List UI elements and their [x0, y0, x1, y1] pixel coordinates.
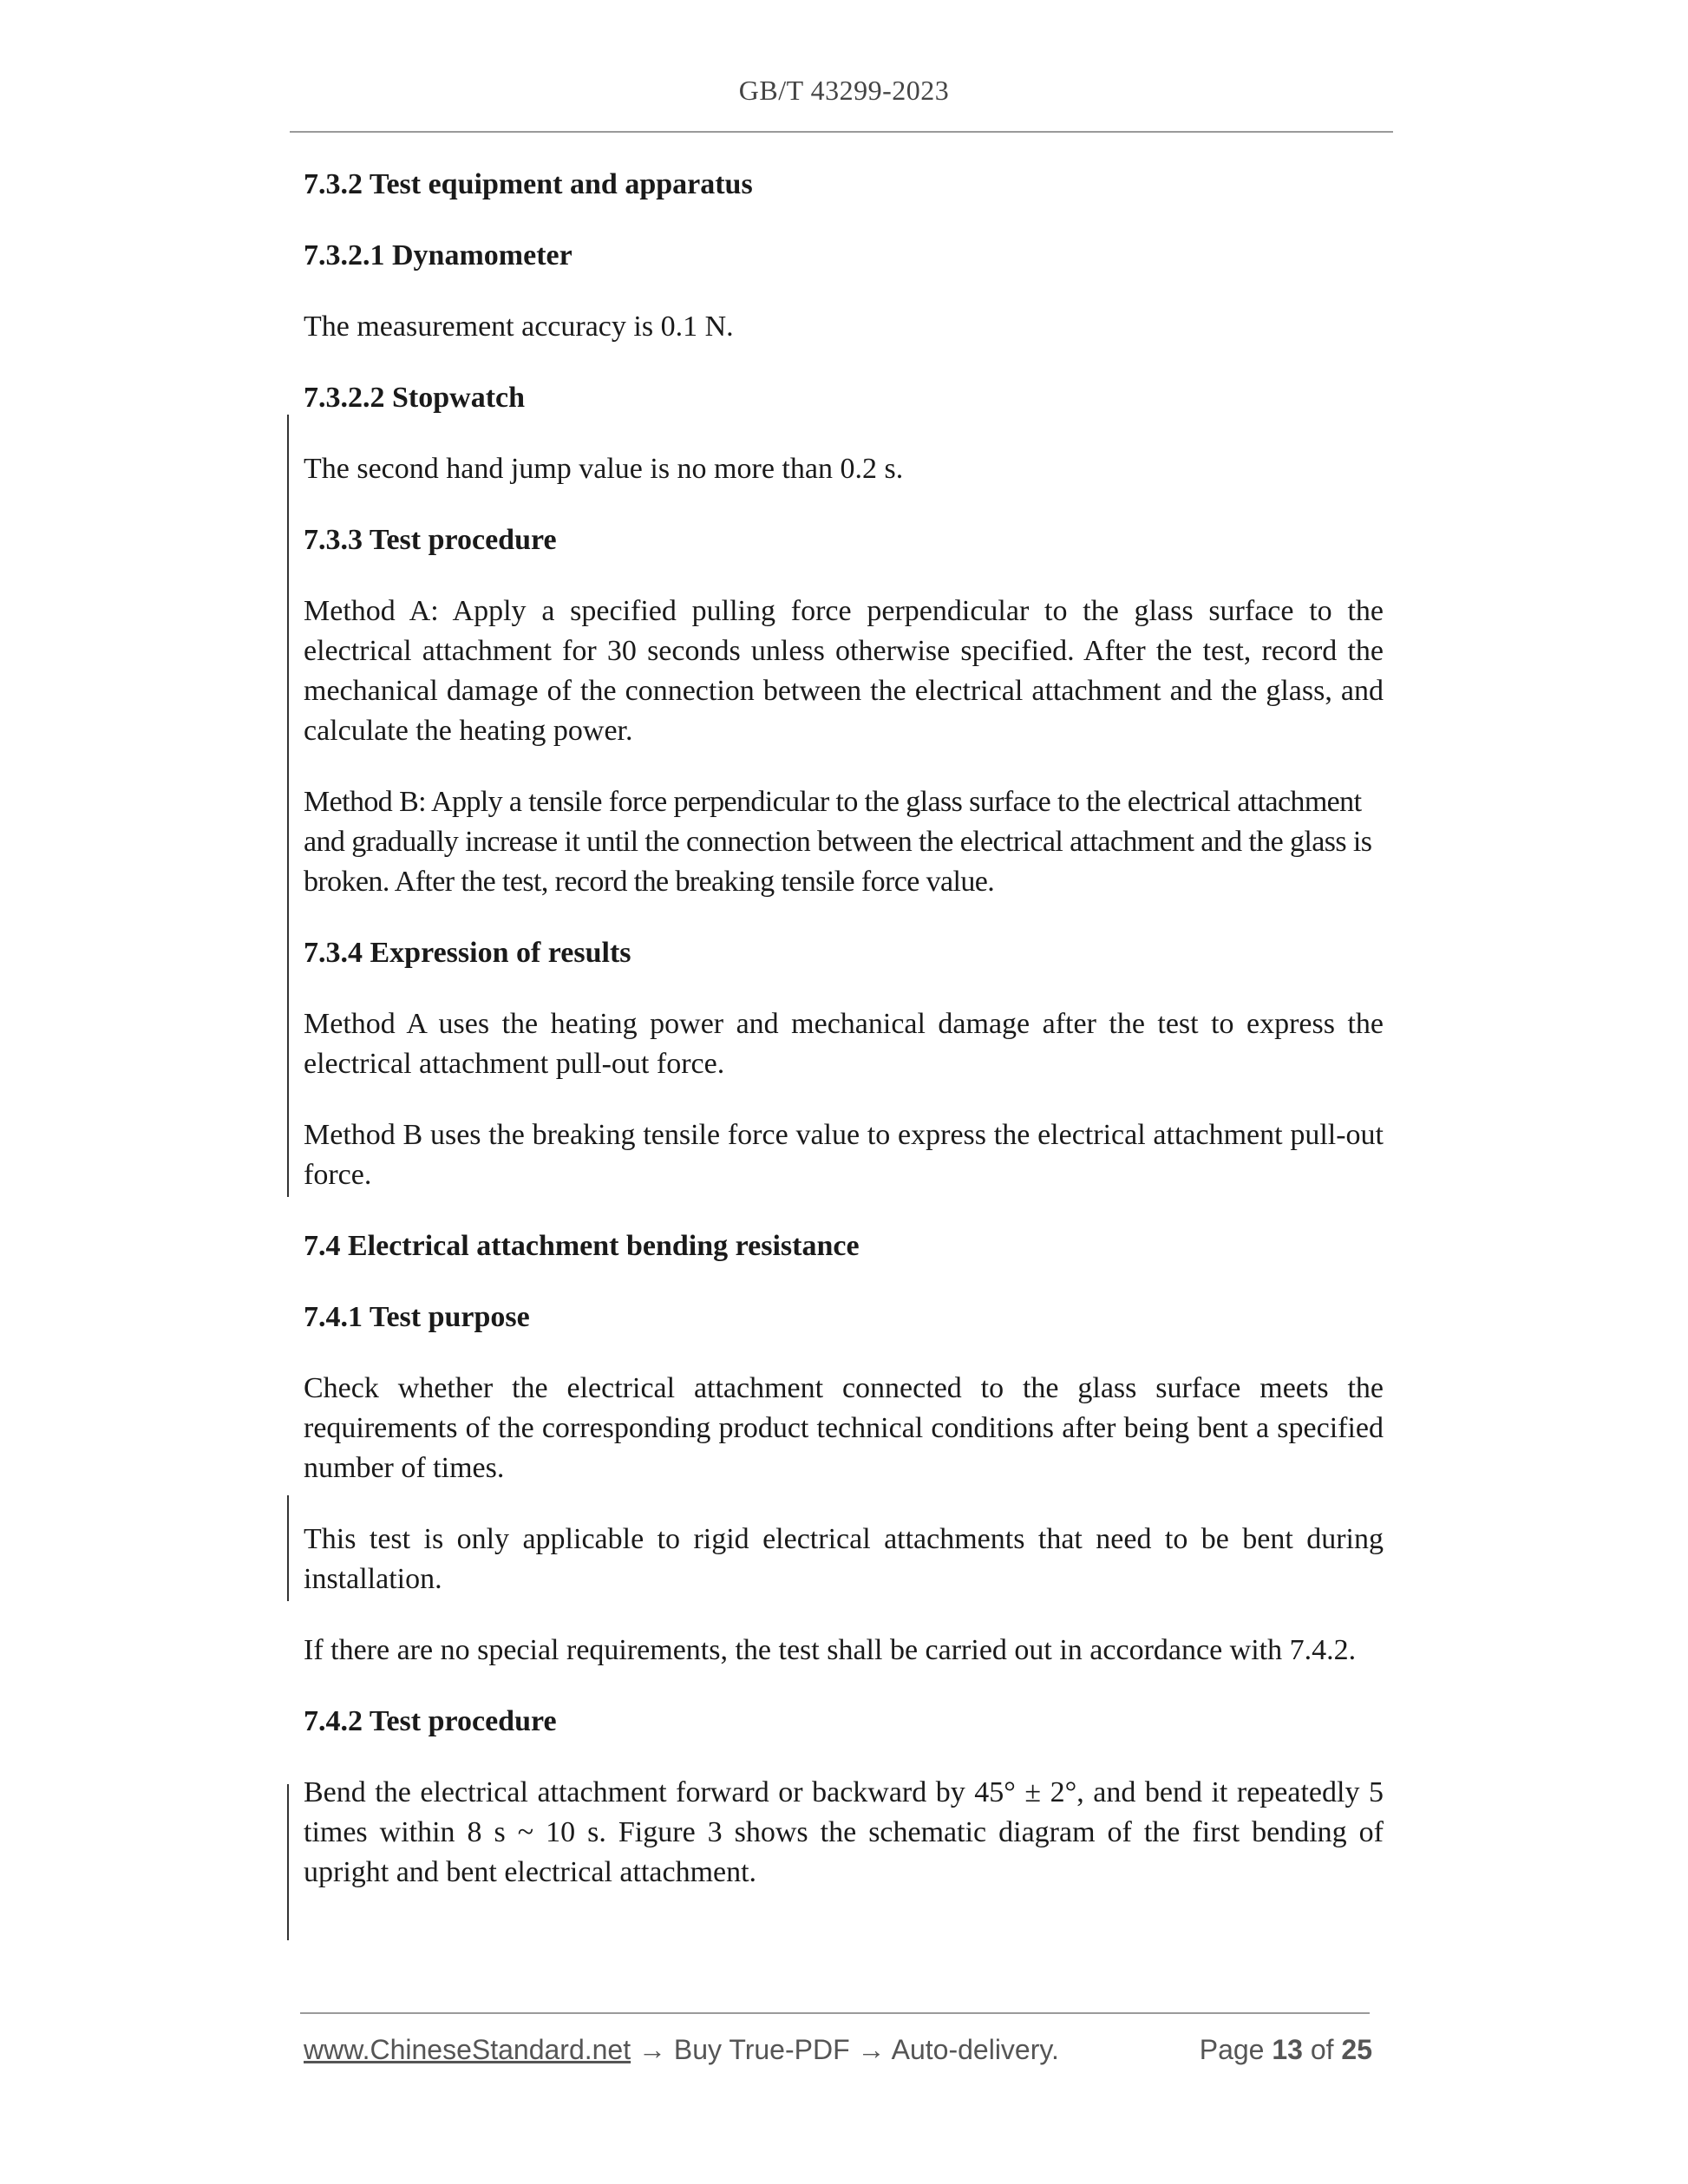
paragraph-special-requirements: If there are no special requirements, the test shall be carried out in accordance with 7.4.2. — [304, 1634, 1357, 1666]
paragraph-method-b: Method B: Apply a tensile force perpendicular to the glass surface to the electrical attachment and gradually increase it until the connection between the electrical attachment and the glass is broken. After the test, record the breaking tensile force value. — [304, 786, 1372, 898]
of-label: of — [1310, 2034, 1334, 2065]
section-heading-7-4-2: 7.4.2 Test procedure — [304, 1705, 557, 1737]
document-body — [304, 165, 1384, 1924]
paragraph-stopwatch: The second hand jump value is no more than 0.2 s. — [304, 453, 904, 485]
total-page-count: 25 — [1341, 2034, 1372, 2065]
page-footer — [304, 2034, 1372, 2066]
paragraph-results-a: Method A uses the heating power and mechanical damage after the test to express the electrical attachment pull-out force. — [304, 1008, 1384, 1080]
paragraph-purpose: Check whether the electrical attachment connected to the glass surface meets the requirements of the corresponding product technical conditions after being bent a specified number of times. — [304, 1372, 1384, 1484]
page-label: Page — [1199, 2034, 1265, 2065]
promo-text: → Buy True-PDF → Auto-delivery. — [631, 2034, 1059, 2065]
section-heading-7-3-2-1: 7.3.2.1 Dynamometer — [304, 239, 572, 271]
footer-divider — [300, 2012, 1370, 2014]
page-indicator — [1200, 2034, 1372, 2066]
paragraph-bend-procedure: Bend the electrical attachment forward or backward by 45° ± 2°, and bend it repeatedly 5 times within 8 s ~ 10 s. Figure 3 shows the schematic diagram of the first bending of upright and bent electrical attachment. — [304, 1776, 1384, 1888]
change-bar — [287, 415, 289, 1197]
section-heading-7-3-4: 7.3.4 Expression of results — [304, 937, 631, 969]
paragraph-method-a: Method A: Apply a specified pulling force perpendicular to the glass surface to the electrical attachment for 30 seconds unless otherwise specified. After the test, record the mechanical damage of the connection between the electrical attachment and the glass, and calculate the heating power. — [304, 595, 1384, 747]
section-heading-7-3-2-2: 7.3.2.2 Stopwatch — [304, 382, 526, 414]
change-bar — [287, 1495, 289, 1601]
section-heading-7-3-3: 7.3.3 Test procedure — [304, 524, 557, 556]
change-bar — [287, 1784, 289, 1940]
section-heading-7-3-2: 7.3.2 Test equipment and apparatus — [304, 168, 753, 200]
current-page-number: 13 — [1272, 2034, 1303, 2065]
section-heading-7-4-1: 7.4.1 Test purpose — [304, 1301, 530, 1333]
paragraph-results-b: Method B uses the breaking tensile force value to express the electrical attachment pull-out force. — [304, 1119, 1384, 1191]
site-link[interactable]: www.ChineseStandard.net — [304, 2034, 631, 2065]
footer-promo — [304, 2034, 1059, 2066]
document-header: GB/T 43299-2023 — [738, 75, 950, 106]
paragraph-dynamometer: The measurement accuracy is 0.1 N. — [304, 311, 734, 343]
header-divider — [290, 131, 1393, 133]
paragraph-applicable: This test is only applicable to rigid electrical attachments that need to be bent during installation. — [304, 1523, 1384, 1595]
section-heading-7-4: 7.4 Electrical attachment bending resistance — [304, 1230, 860, 1262]
